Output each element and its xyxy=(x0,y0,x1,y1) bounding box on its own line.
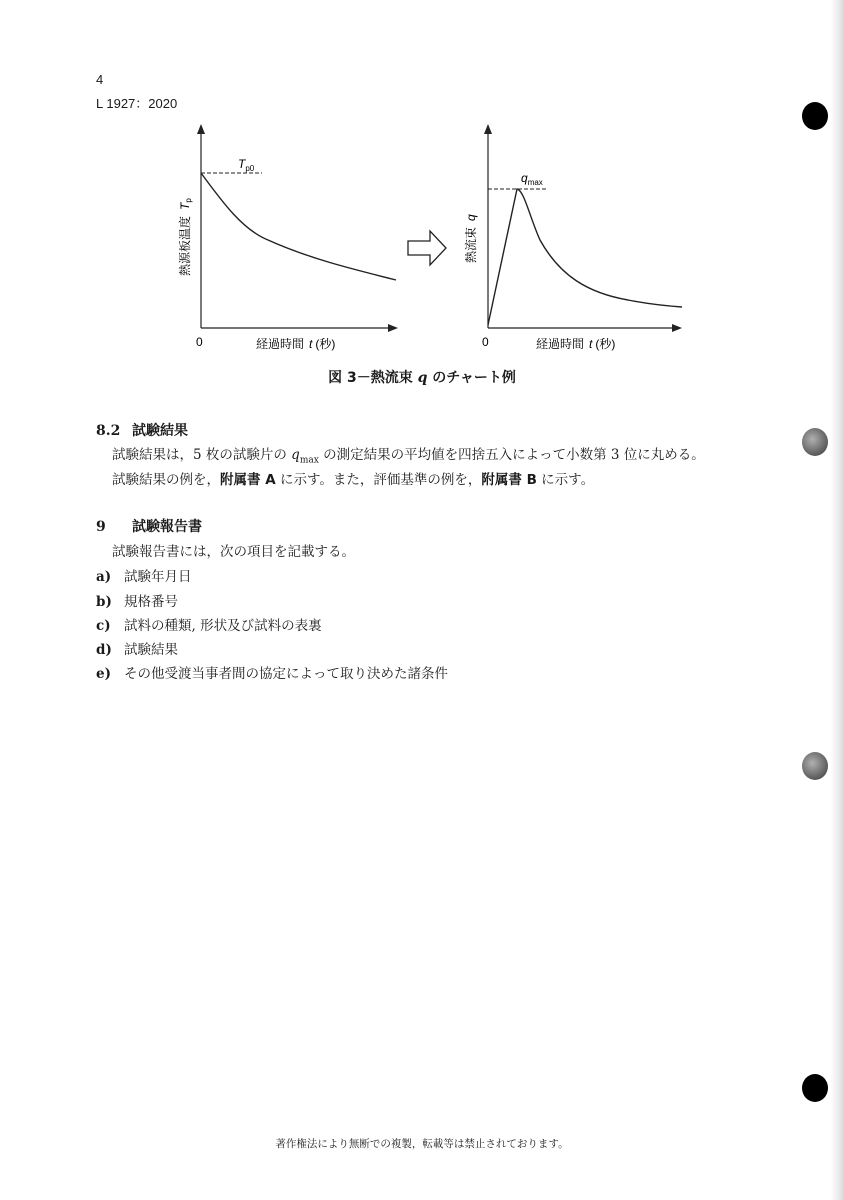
section-9-heading: 9 試験報告書 xyxy=(96,519,202,535)
standard-number: L 1927：2020 xyxy=(96,96,178,111)
binder-hole xyxy=(802,102,828,130)
left-y-label: 熱源板温度Tp xyxy=(178,198,193,276)
right-qmax-label: $q_{max}$ xyxy=(521,171,543,187)
left-y-arrow xyxy=(197,124,205,134)
binder-hole xyxy=(802,752,828,780)
section-8-2-paragraph-1: 試験結果は，5 枚の試験片の $q_{max}$ の測定結果の平均値を四捨五入によって小数第 3 位に丸める。 xyxy=(112,447,705,466)
list-item: c) 試料の種類, 形状及び試料の表裏 xyxy=(96,618,322,634)
left-origin-label: 0 xyxy=(196,335,203,349)
copyright-footer: 著作権法により無断での複製，転載等は禁止されております。 xyxy=(275,1138,569,1150)
page-edge-shadow xyxy=(830,0,844,1200)
left-x-arrow xyxy=(388,324,398,332)
page-number: 4 xyxy=(96,72,104,87)
right-heat-flux-curve xyxy=(488,189,682,325)
list-item: a) 試験年月日 xyxy=(96,569,192,585)
list-item: b) 規格番号 xyxy=(96,594,178,610)
transition-arrow-icon xyxy=(408,231,446,265)
section-8-2-heading: 8.2 試験結果 xyxy=(96,423,188,439)
right-x-label: 経過時間 t (秒) xyxy=(536,337,616,351)
list-item: e) その他受渡当事者間の協定によって取り決めた諸条件 xyxy=(96,666,448,682)
left-temperature-curve xyxy=(201,173,396,280)
right-y-label: 熱流束q xyxy=(464,214,478,263)
section-8-2-paragraph-2: 試験結果の例を，附属書 A に示す。また，評価基準の例を，附属書 B に示す。 xyxy=(112,472,595,488)
left-tp0-label: $T_{p0}$ xyxy=(238,157,255,173)
left-chart xyxy=(177,124,398,351)
binder-hole xyxy=(802,428,828,456)
list-item: d) 試験結果 xyxy=(96,642,178,658)
section-9-intro: 試験報告書には，次の項目を記載する。 xyxy=(112,544,355,560)
right-y-arrow xyxy=(484,124,492,134)
left-x-label: 経過時間 t (秒) xyxy=(256,337,336,351)
right-x-arrow xyxy=(672,324,682,332)
right-chart xyxy=(463,124,682,351)
binder-hole xyxy=(802,1074,828,1102)
right-origin-label: 0 xyxy=(482,335,489,349)
figure-3 xyxy=(168,118,708,354)
figure-caption: 図 3－熱流束 q のチャート例 xyxy=(328,370,516,386)
